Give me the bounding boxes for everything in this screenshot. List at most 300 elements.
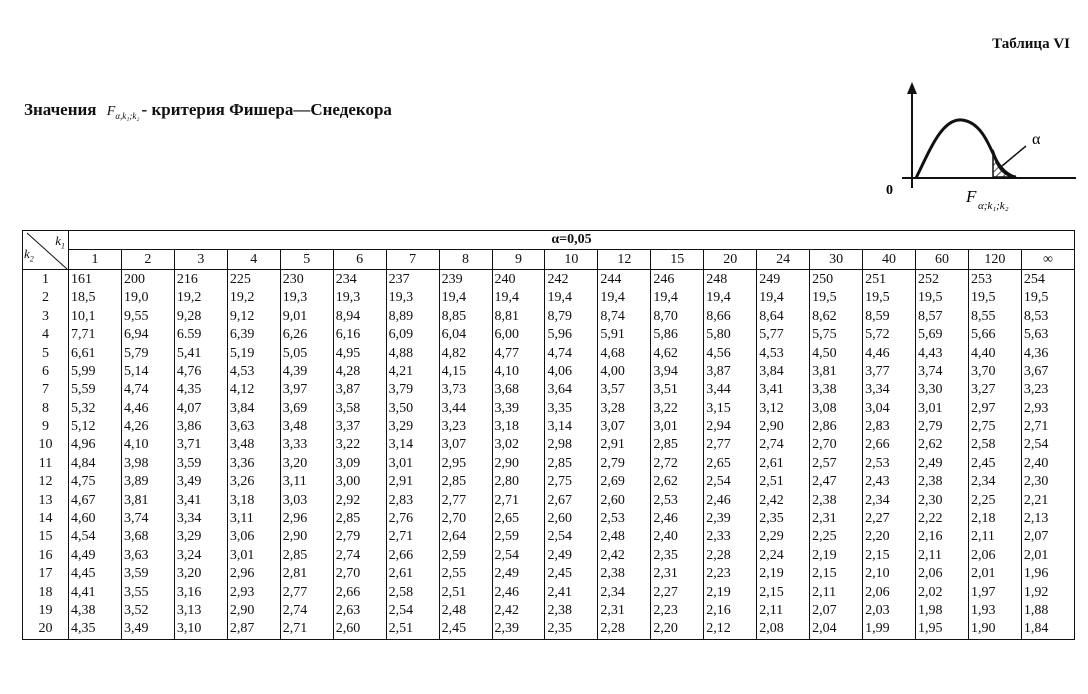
table-cell: 5,05 [280,344,333,362]
table-cell: 3,26 [227,473,280,491]
table-cell: 2,90 [492,455,545,473]
f-distribution-graph [880,80,1080,220]
table-cell: 3,49 [174,473,227,491]
table-cell: 5,41 [174,344,227,362]
table-cell: 2,25 [810,528,863,546]
table-cell: 2,28 [598,620,651,639]
table-cell: 249 [757,269,810,289]
table-cell: 2,65 [704,455,757,473]
column-header: 40 [863,250,916,269]
table-cell: 3,03 [280,491,333,509]
table-cell: 3,86 [174,418,227,436]
table-cell: 2,04 [810,620,863,639]
table-cell: 9,55 [121,308,174,326]
table-cell: 3,44 [439,400,492,418]
table-cell: 237 [386,269,439,289]
table-cell: 3,36 [227,455,280,473]
table-cell: 2,92 [333,491,386,509]
table-cell: 2,71 [1021,418,1074,436]
table-cell: 4,40 [968,344,1021,362]
table-cell: 2,83 [863,418,916,436]
table-cell: 2,48 [439,602,492,620]
table-cell: 3,70 [968,363,1021,381]
table-cell: 2,35 [757,510,810,528]
table-cell: 2,59 [439,547,492,565]
table-cell: 4,96 [69,436,122,454]
alpha-pointer [1002,146,1026,166]
table-cell: 3,06 [227,528,280,546]
table-cell: 8,59 [863,308,916,326]
table-cell: 2,66 [863,436,916,454]
table-cell: 4,77 [492,344,545,362]
table-cell: 2,11 [968,528,1021,546]
table-cell: 3,23 [439,418,492,436]
table-cell: 3,39 [492,400,545,418]
table-cell: 3,12 [757,400,810,418]
table-cell: 19,4 [704,289,757,307]
table-cell: 2,27 [863,510,916,528]
table-cell: 2,74 [280,602,333,620]
table-cell: 5,12 [69,418,122,436]
table-cell: 3,01 [651,418,704,436]
table-cell: 242 [545,269,598,289]
table-cell: 3,81 [810,363,863,381]
table-row [23,491,1075,509]
table-cell: 1,90 [968,620,1021,639]
table-cell: 1,96 [1021,565,1074,583]
table-cell: 2,63 [333,602,386,620]
table-cell: 8,57 [916,308,969,326]
table-cell: 19,4 [439,289,492,307]
table-cell: 7,71 [69,326,122,344]
table-cell: 2,71 [492,491,545,509]
table-cell: 244 [598,269,651,289]
table-cell: 2,53 [863,455,916,473]
table-cell: 2,49 [492,565,545,583]
table-cell: 2,74 [333,547,386,565]
table-cell: 3,20 [280,455,333,473]
table-cell: 2,49 [545,547,598,565]
table-cell: 9,01 [280,308,333,326]
table-cell: 5,63 [1021,326,1074,344]
row-k2: 4 [23,326,69,344]
table-cell: 4,95 [333,344,386,362]
table-cell: 3,27 [968,381,1021,399]
table-cell: 2,54 [704,473,757,491]
table-cell: 2,79 [916,418,969,436]
table-cell: 6,04 [439,326,492,344]
table-cell: 2,79 [333,528,386,546]
table-cell: 2,58 [968,436,1021,454]
table-cell: 2,39 [704,510,757,528]
table-cell: 19,5 [863,289,916,307]
table-cell: 251 [863,269,916,289]
origin-label: 0 [886,183,893,198]
table-cell: 3,58 [333,400,386,418]
table-cell: 2,35 [545,620,598,639]
table-cell: 4,54 [69,528,122,546]
row-k2: 2 [23,289,69,307]
table-cell: 1,99 [863,620,916,639]
table-cell: 2,90 [280,528,333,546]
table-cell: 3,87 [333,381,386,399]
table-cell: 253 [968,269,1021,289]
table-cell: 216 [174,269,227,289]
table-cell: 3,94 [651,363,704,381]
table-cell: 4,43 [916,344,969,362]
table-cell: 2,16 [916,528,969,546]
table-cell: 4,67 [69,491,122,509]
table-cell: 3,14 [386,436,439,454]
table-cell: 2,43 [863,473,916,491]
table-cell: 19,0 [121,289,174,307]
table-cell: 5,86 [651,326,704,344]
table-cell: 8,62 [810,308,863,326]
table-cell: 2,60 [598,491,651,509]
table-cell: 2,31 [651,565,704,583]
column-header: 120 [968,250,1021,269]
table-cell: 10,1 [69,308,122,326]
table-cell: 8,85 [439,308,492,326]
table-cell: 3,30 [916,381,969,399]
table-cell: 4,75 [69,473,122,491]
table-cell: 8,94 [333,308,386,326]
table-cell: 4,50 [810,344,863,362]
table-cell: 2,38 [916,473,969,491]
table-cell: 2,53 [598,510,651,528]
table-cell: 2,38 [810,491,863,509]
page-heading [24,100,392,121]
table-cell: 3,74 [121,510,174,528]
table-cell: 2,65 [492,510,545,528]
table-cell: 9,12 [227,308,280,326]
table-cell: 19,4 [757,289,810,307]
row-k2: 10 [23,436,69,454]
table-cell: 2,01 [1021,547,1074,565]
table-cell: 3,41 [174,491,227,509]
table-cell: 2,03 [863,602,916,620]
table-cell: 2,54 [545,528,598,546]
table-cell: 3,49 [121,620,174,639]
table-cell: 1,93 [968,602,1021,620]
table-cell: 19,4 [545,289,598,307]
table-cell: 19,3 [280,289,333,307]
row-k2: 16 [23,547,69,565]
table-cell: 5,59 [69,381,122,399]
row-k2: 9 [23,418,69,436]
table-cell: 3,84 [757,363,810,381]
table-cell: 2,46 [492,583,545,601]
table-cell: 3,41 [757,381,810,399]
table-cell: 4,28 [333,363,386,381]
table-cell: 3,01 [227,547,280,565]
row-k2: 3 [23,308,69,326]
table-cell: 3,71 [174,436,227,454]
table-cell: 2,30 [916,491,969,509]
y-axis-arrow [907,82,917,94]
table-cell: 4,88 [386,344,439,362]
table-cell: 5,96 [545,326,598,344]
table-cell: 6,16 [333,326,386,344]
table-cell: 4,39 [280,363,333,381]
table-cell: 3,35 [545,400,598,418]
table-cell: 19,4 [651,289,704,307]
table-row [23,344,1075,362]
table-cell: 1,92 [1021,583,1074,601]
table-cell: 3,07 [598,418,651,436]
table-cell: 2,01 [968,565,1021,583]
table-cell: 4,82 [439,344,492,362]
table-cell: 5,69 [916,326,969,344]
table-cell: 2,77 [280,583,333,601]
table-cell: 3,68 [121,528,174,546]
table-cell: 234 [333,269,386,289]
table-cell: 2,98 [545,436,598,454]
table-cell: 2,58 [386,583,439,601]
table-cell: 6,61 [69,344,122,362]
table-cell: 4,38 [69,602,122,620]
table-cell: 2,69 [598,473,651,491]
table-row [23,418,1075,436]
table-cell: 2,75 [968,418,1021,436]
table-cell: 3,67 [1021,363,1074,381]
column-header: 24 [757,250,810,269]
table-cell: 2,85 [651,436,704,454]
table-cell: 3,15 [704,400,757,418]
table-cell: 4,15 [439,363,492,381]
column-header: 6 [333,250,386,269]
table-cell: 2,38 [598,565,651,583]
table-row [23,436,1075,454]
table-cell: 3,68 [492,381,545,399]
table-cell: 19,2 [174,289,227,307]
table-cell: 2,62 [916,436,969,454]
table-cell: 2,24 [757,547,810,565]
table-cell: 2,91 [598,436,651,454]
table-cell: 2,96 [227,565,280,583]
table-row [23,400,1075,418]
table-cell: 5,79 [121,344,174,362]
table-cell: 19,4 [598,289,651,307]
table-cell: 5,75 [810,326,863,344]
table-cell: 3,33 [280,436,333,454]
table-cell: 2,34 [863,491,916,509]
table-cell: 2,64 [439,528,492,546]
table-cell: 3,20 [174,565,227,583]
table-cell: 2,38 [545,602,598,620]
table-cell: 4,00 [598,363,651,381]
table-cell: 3,52 [121,602,174,620]
table-cell: 8,53 [1021,308,1074,326]
column-header: 3 [174,250,227,269]
table-cell: 2,07 [810,602,863,620]
table-cell: 6,09 [386,326,439,344]
table-cell: 2,46 [651,510,704,528]
table-cell: 3,81 [121,491,174,509]
table-cell: 3,37 [333,418,386,436]
table-cell: 2,86 [810,418,863,436]
table-cell: 8,74 [598,308,651,326]
table-cell: 2,77 [439,491,492,509]
table-cell: 2,87 [227,620,280,639]
table-cell: 2,11 [810,583,863,601]
row-k2: 8 [23,400,69,418]
table-cell: 3,63 [227,418,280,436]
table-cell: 3,57 [598,381,651,399]
table-cell: 2,11 [916,547,969,565]
table-cell: 2,67 [545,491,598,509]
table-cell: 3,18 [227,491,280,509]
table-row [23,473,1075,491]
row-k2: 20 [23,620,69,639]
table-cell: 2,19 [757,565,810,583]
column-header: 20 [704,250,757,269]
table-cell: 19,3 [333,289,386,307]
column-header: 2 [121,250,174,269]
table-cell: 2,16 [704,602,757,620]
table-row [23,602,1075,620]
table-cell: 3,01 [916,400,969,418]
x-axis-label-sub: α;k₁;k₂ [978,200,1009,212]
table-cell: 4,35 [69,620,122,639]
table-cell: 2,85 [545,455,598,473]
table-cell: 8,66 [704,308,757,326]
table-cell: 3,04 [863,400,916,418]
table-cell: 1,84 [1021,620,1074,639]
table-cell: 2,61 [386,565,439,583]
table-cell: 2,90 [757,418,810,436]
heading-symbol: $F_{\alpha,k_1;k_2}$ [106,104,140,121]
table-cell: 2,91 [386,473,439,491]
table-cell: 2,20 [863,528,916,546]
table-cell: 248 [704,269,757,289]
table-cell: 2,29 [757,528,810,546]
table-cell: 4,45 [69,565,122,583]
table-cell: 2,46 [704,491,757,509]
table-cell: 2,42 [757,491,810,509]
table-cell: 4,53 [227,363,280,381]
table-cell: 3,13 [174,602,227,620]
table-cell: 3,77 [863,363,916,381]
table-cell: 2,54 [386,602,439,620]
table-cell: 6,26 [280,326,333,344]
table-cell: 246 [651,269,704,289]
table-cell: 3,50 [386,400,439,418]
table-cell: 2,80 [492,473,545,491]
column-header: 4 [227,250,280,269]
table-cell: 3,16 [174,583,227,601]
table-row [23,583,1075,601]
table-cell: 4,10 [121,436,174,454]
table-cell: 3,59 [174,455,227,473]
table-cell: 19,5 [1021,289,1074,307]
table-cell: 230 [280,269,333,289]
table-cell: 3,48 [227,436,280,454]
heading-suffix: - критерия Фишера—Снедекора [141,100,392,119]
fisher-table [22,230,1074,640]
table-cell: 4,53 [757,344,810,362]
table-cell: 2,35 [651,547,704,565]
table-cell: 1,97 [968,583,1021,601]
table-cell: 6,00 [492,326,545,344]
table-cell: 2,25 [968,491,1021,509]
table-cell: 3,98 [121,455,174,473]
column-header: ∞ [1021,250,1074,269]
table-cell: 2,70 [439,510,492,528]
table-cell: 8,81 [492,308,545,326]
table-cell: 2,85 [333,510,386,528]
table-cell: 2,33 [704,528,757,546]
table-cell: 2,39 [492,620,545,639]
alpha-header: α=0,05 [69,231,1075,250]
table-cell: 2,51 [757,473,810,491]
table-cell: 4,68 [598,344,651,362]
table-cell: 3,38 [810,381,863,399]
table-row [23,620,1075,639]
table-cell: 5,66 [968,326,1021,344]
row-k2: 6 [23,363,69,381]
column-header: 9 [492,250,545,269]
table-cell: 5,14 [121,363,174,381]
x-axis-label: F [966,187,977,206]
table-cell: 2,74 [757,436,810,454]
column-header: 60 [916,250,969,269]
table-cell: 1,98 [916,602,969,620]
table-cell: 2,57 [810,455,863,473]
table-cell: 2,81 [280,565,333,583]
table-cell: 3,11 [227,510,280,528]
table-row [23,326,1075,344]
table-cell: 4,07 [174,400,227,418]
table-cell: 2,62 [651,473,704,491]
table-cell: 2,45 [439,620,492,639]
table-cell: 2,97 [968,400,1021,418]
table-cell: 2,12 [704,620,757,639]
table-cell: 2,23 [651,602,704,620]
row-k2: 5 [23,344,69,362]
table-row [23,528,1075,546]
table-cell: 3,51 [651,381,704,399]
table-cell: 3,11 [280,473,333,491]
table-cell: 2,31 [810,510,863,528]
table-cell: 4,46 [863,344,916,362]
table-cell: 3,48 [280,418,333,436]
table-cell: 3,89 [121,473,174,491]
table-cell: 2,93 [227,583,280,601]
table-cell: 3,07 [439,436,492,454]
table-cell: 4,26 [121,418,174,436]
column-header: 12 [598,250,651,269]
table-cell: 2,83 [386,491,439,509]
table-cell: 3,34 [863,381,916,399]
table-cell: 3,55 [121,583,174,601]
column-header: 5 [280,250,333,269]
table-row [23,510,1075,528]
table-cell: 4,36 [1021,344,1074,362]
table-cell: 8,79 [545,308,598,326]
column-header: 15 [651,250,704,269]
table-cell: 3,29 [386,418,439,436]
table-cell: 3,09 [333,455,386,473]
table-cell: 4,84 [69,455,122,473]
table-cell: 2,06 [863,583,916,601]
table-cell: 5,99 [69,363,122,381]
row-k2: 18 [23,583,69,601]
table-cell: 2,95 [439,455,492,473]
table-cell: 19,2 [227,289,280,307]
table-cell: 3,97 [280,381,333,399]
table-cell: 2,60 [333,620,386,639]
